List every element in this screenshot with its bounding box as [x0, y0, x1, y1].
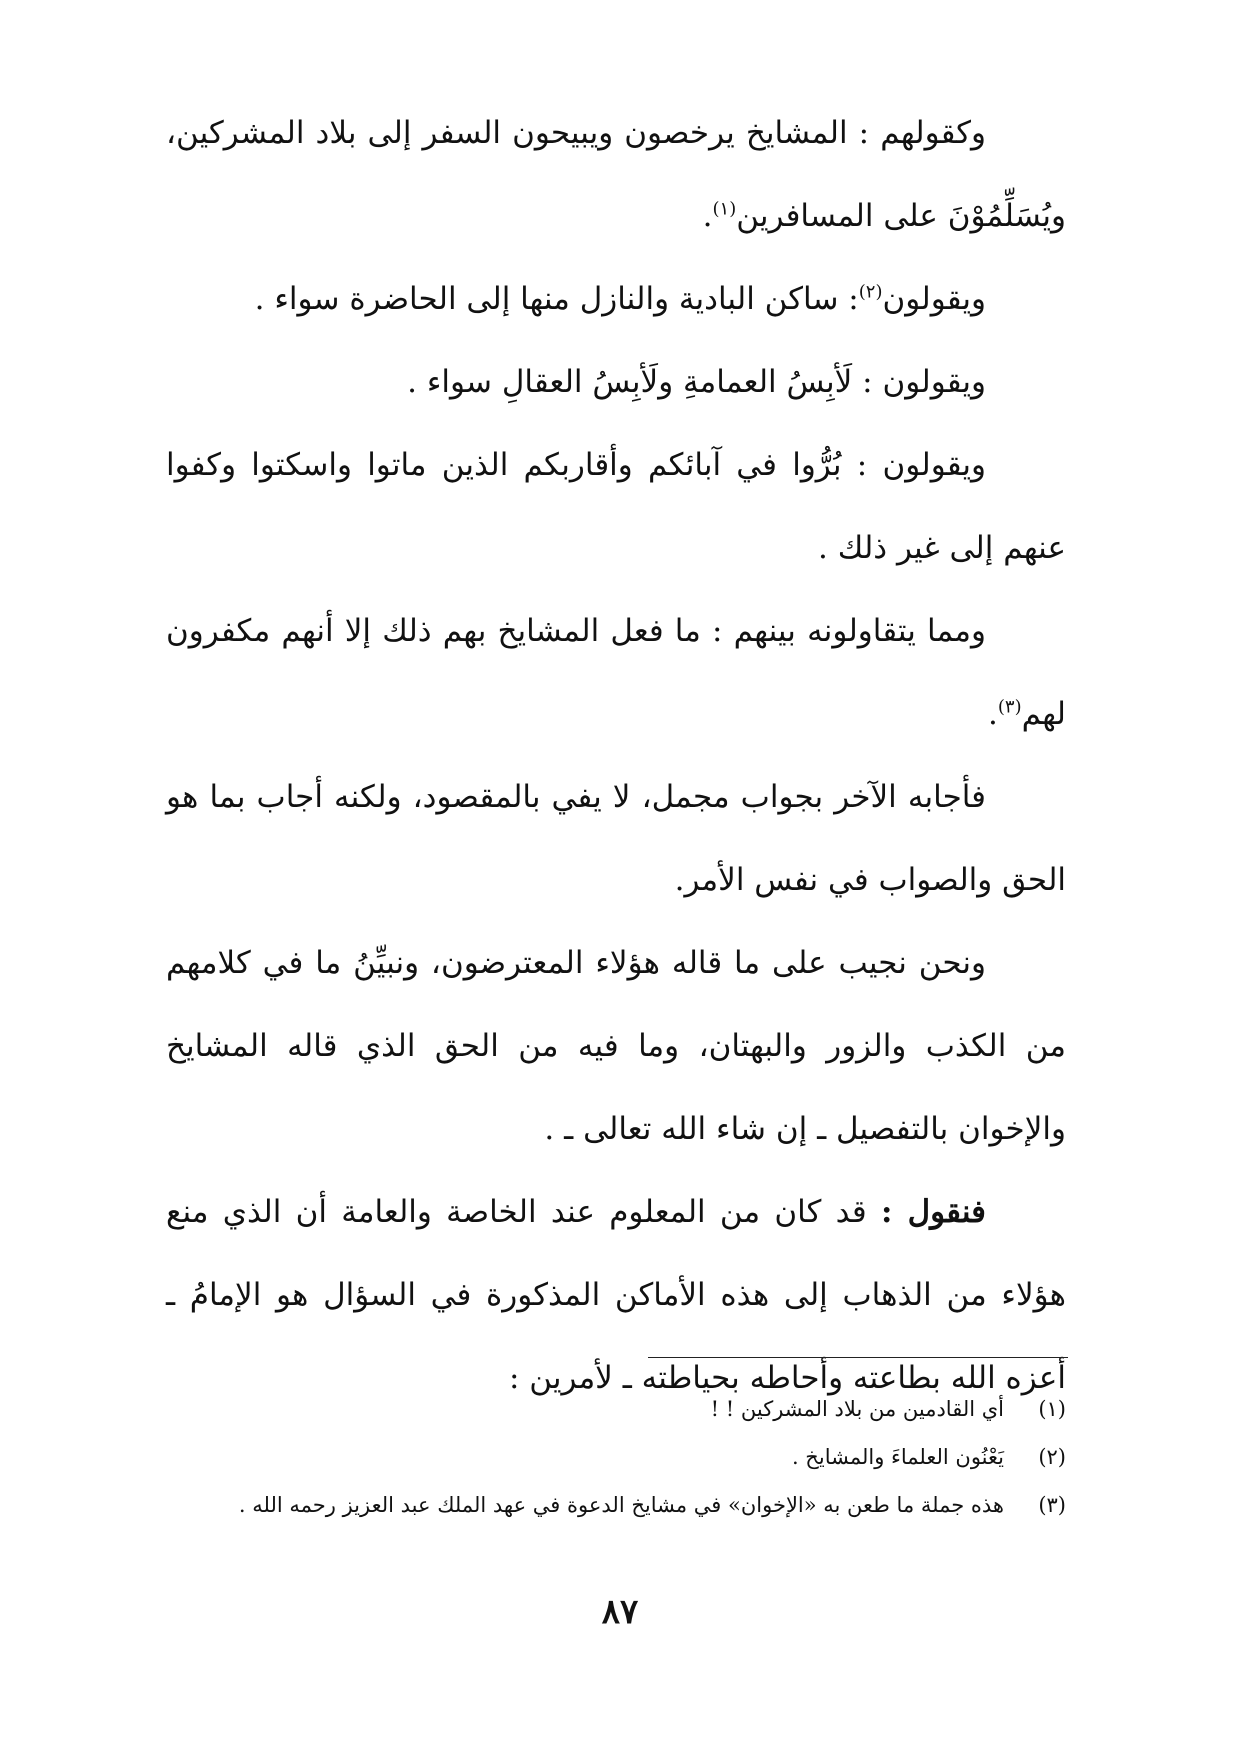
paragraph-3: ويقولون : لَأبِسُ العمامةِ ولَأبِسُ العقالِ سواء . — [407, 364, 986, 400]
footnote-text: يَعْنُون العلماءَ والمشايخ . — [791, 1445, 1004, 1469]
footnote-text: هذه جملة ما طعن به «الإخوان» في مشايخ الدعوة في عهد الملك عبد العزيز رحمه الله . — [238, 1493, 1004, 1517]
footnote-text: أي القادمين من بلاد المشركين ! ! — [710, 1397, 1004, 1421]
footnote-ref-1: (١) — [712, 198, 737, 220]
paragraph-2-start: ويقولون — [882, 281, 986, 317]
main-text — [166, 92, 1066, 1420]
paragraph-2-text: : ساكن البادية والنازل منها إلى الحاضرة سواء . — [254, 281, 859, 317]
paragraph-8-lead: فنقول : — [880, 1194, 986, 1230]
paragraph-8 — [166, 1171, 1066, 1420]
paragraph-2 — [166, 258, 1066, 341]
footnote-ref-3: (٣) — [997, 696, 1022, 718]
paragraph-5 — [166, 590, 1066, 756]
paragraph-7: ونحن نجيب على ما قاله هؤلاء المعترضون، ونبيِّنُ ما في كلامهم من الكذب والزور والبهتان، وما فيه من الحق الذي قاله المشايخ والإخوان بالتفصيل ـ إن شاء الله تعالى ـ . — [166, 945, 1066, 1147]
footnote-number: (٣) — [1038, 1493, 1066, 1517]
footnote-ref-2: (٢) — [858, 281, 883, 303]
paragraph-1-text: وكقولهم : المشايخ يرخصون ويبيحون السفر إلى بلاد المشركين، ويُسَلِّمُوْنَ على المسافرين — [166, 115, 1066, 234]
paragraph-1 — [166, 92, 1066, 258]
paragraph-4: ويقولون : بُرُّوا في آبائكم وأقاربكم الذين ماتوا واسكتوا وكفوا عنهم إلى غير ذلك . — [166, 447, 1066, 566]
footnote-separator — [648, 1357, 1068, 1358]
footnote-2 — [166, 1433, 1066, 1481]
paragraph-6: فأجابه الآخر بجواب مجمل، لا يفي بالمقصود، ولكنه أجاب بما هو الحق والصواب في نفس الأمر. — [166, 779, 1066, 898]
footnote-number: (١) — [1038, 1397, 1066, 1421]
paragraph-5-end: . — [988, 696, 998, 732]
footnote-1 — [166, 1385, 1066, 1433]
paragraph-8-text: قد كان من المعلوم عند الخاصة والعامة أن الذي منع هؤلاء من الذهاب إلى هذه الأماكن المذكورة في السؤال هو الإمامُ ـ أعزه الله بطاعته وأحاطه بحياطته ـ لأمرين : — [166, 1194, 1066, 1396]
footnote-3 — [166, 1481, 1066, 1529]
footnote-number: (٢) — [1038, 1445, 1066, 1469]
page-number: ٨٧ — [601, 1592, 639, 1632]
paragraph-1-end: . — [702, 198, 713, 234]
paragraph-5-text: ومما يتقاولونه بينهم : ما فعل المشايخ بهم ذلك إلا أنهم مكفرون لهم — [166, 613, 1066, 732]
footnotes — [166, 1385, 1066, 1529]
